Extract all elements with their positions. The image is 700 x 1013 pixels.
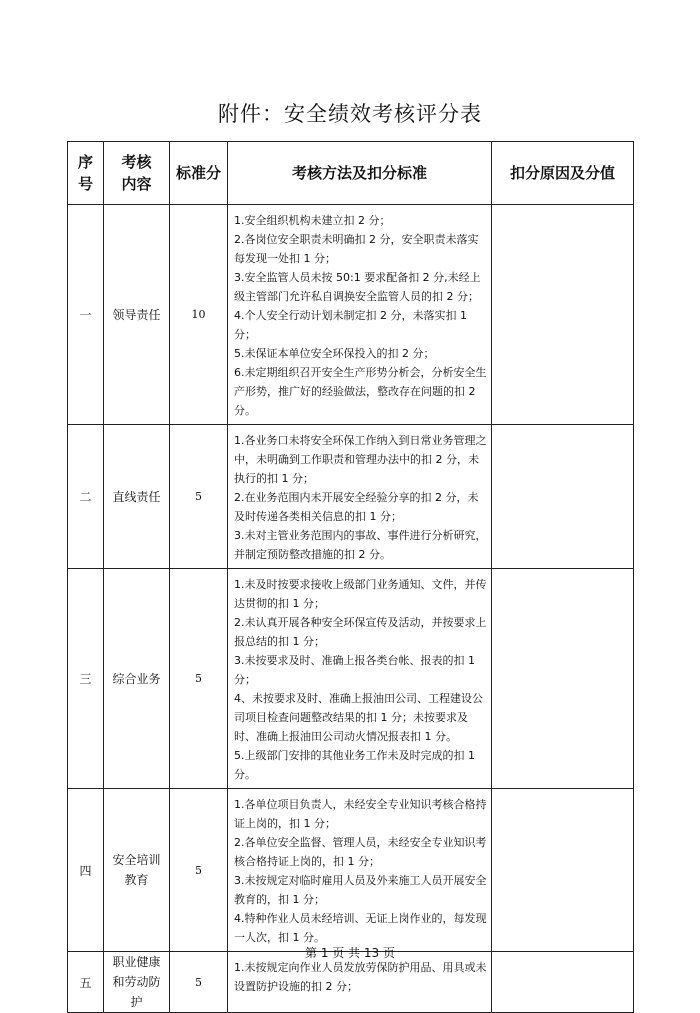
header-method: 考核方法及扣分标准 — [228, 142, 492, 205]
row-reason — [492, 425, 634, 569]
method-line: 5.未保证本单位安全环保投入的扣 2 分； — [234, 347, 435, 360]
method-line: 6.未定期组织召开安全生产形势分析会，分析安全生产形势，推广好的经验做法，整改存在问题的扣 2 分。 — [234, 366, 487, 417]
method-line: 1.各业务口未将安全环保工作纳入到日常业务管理之中，未明确到工作职责和管理办法中的扣 2 分，未执行的扣 1 分； — [234, 434, 487, 485]
method-line: 1.未及时按要求接收上级部门业务通知、文件，并传达贯彻的扣 1 分； — [234, 578, 487, 610]
method-line: 1.未按规定向作业人员发放劳保防护用品、用具或未设置防护设施的扣 2 分； — [234, 961, 487, 993]
method-line: 3.未按规定对临时雇用人员及外来施工人员开展安全教育的，扣 1 分； — [234, 874, 487, 906]
method-line: 3.未按要求及时、准确上报各类台帐、报表的扣 1 分； — [234, 654, 475, 686]
method-line: 4.个人安全行动计划未制定扣 2 分，未落实扣 1 分； — [234, 309, 467, 341]
method-line: 4、未按要求及时、准确上报油田公司、工程建设公司项目检查问题整改结果的扣 1 分；未按要求及时、准确上报油田公司动火情况报表扣 1 分。 — [234, 692, 483, 743]
row-reason — [492, 205, 634, 425]
row-reason — [492, 789, 634, 952]
page-title: 附件：安全绩效考核评分表 — [218, 102, 482, 126]
header-score: 标准分 — [170, 142, 228, 205]
table-row — [68, 205, 634, 425]
method-line: 1.各单位项目负责人，未经安全专业知识考核合格持证上岗的，扣 1 分； — [234, 798, 487, 830]
row-item: 安全培训教育 — [104, 789, 170, 952]
method-line: 4.特种作业人员未经培训、无证上岗作业的，每发现一人次，扣 1 分。 — [234, 912, 487, 944]
assessment-table — [67, 141, 634, 1013]
page-footer: 第 1 页 共 13 页 — [305, 946, 395, 960]
row-num: 二 — [68, 425, 104, 569]
row-item: 直线责任 — [104, 425, 170, 569]
method-line: 2.在业务范围内未开展安全经验分享的扣 2 分，未及时传递各类相关信息的扣 1 分； — [234, 491, 479, 523]
row-method — [228, 569, 492, 789]
header-reason: 扣分原因及分值 — [492, 142, 634, 205]
row-item: 职业健康和劳动防护 — [104, 952, 170, 1013]
table-row — [68, 569, 634, 789]
row-num: 三 — [68, 569, 104, 789]
row-score: 5 — [170, 425, 228, 569]
row-method — [228, 205, 492, 425]
row-score: 5 — [170, 789, 228, 952]
method-line: 3.未对主管业务范围内的事故、事件进行分析研究，并制定预防整改措施的扣 2 分。 — [234, 529, 487, 561]
table-row — [68, 425, 634, 569]
row-item: 综合业务 — [104, 569, 170, 789]
row-num: 一 — [68, 205, 104, 425]
header-item: 考核内容 — [104, 142, 170, 205]
row-method — [228, 425, 492, 569]
row-method — [228, 789, 492, 952]
method-line: 1.安全组织机构未建立扣 2 分； — [234, 214, 391, 227]
header-num: 序号 — [68, 142, 104, 205]
method-line: 3.安全监管人员未按 50:1 要求配备扣 2 分,未经上级主管部门允许私自调换安全监管人员的扣 2 分； — [234, 271, 481, 303]
method-line: 2.各单位安全监督、管理人员，未经安全专业知识考核合格持证上岗的，扣 1 分； — [234, 836, 487, 868]
table-header-row — [68, 142, 634, 205]
row-num: 五 — [68, 952, 104, 1013]
method-line: 5.上级部门安排的其他业务工作未及时完成的扣 1 分。 — [234, 749, 475, 781]
row-item: 领导责任 — [104, 205, 170, 425]
row-score: 5 — [170, 569, 228, 789]
table-row — [68, 789, 634, 952]
row-reason — [492, 569, 634, 789]
method-line: 2.各岗位安全职责未明确扣 2 分，安全职责未落实每发现一处扣 1 分； — [234, 233, 479, 265]
row-num: 四 — [68, 789, 104, 952]
method-line: 2.未认真开展各种安全环保宣传及活动，并按要求上报总结的扣 1 分； — [234, 616, 487, 648]
row-score: 5 — [170, 952, 228, 1013]
row-score: 10 — [170, 205, 228, 425]
